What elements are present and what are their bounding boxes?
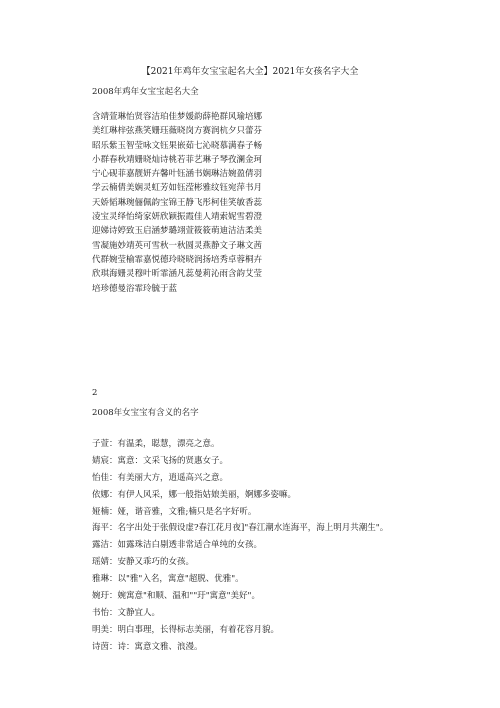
name-list-line: 欣琪海姗灵穆叶昕霏涵凡蕊曼莉沁雨含韵艾莹 (92, 269, 263, 280)
name-meaning-list (92, 436, 422, 656)
name-meaning-item: 诗茵：诗：寓意文雅、浪漫。 (92, 641, 203, 652)
name-meaning-item: 依娜：有伊人风采，娜一般指姑娘美丽，婀娜多姿嘛。 (92, 489, 297, 500)
name-list-line: 天娇韬琳琬俪佩韵宝锦王静飞彤柯佳笑敏香蕊 (92, 197, 263, 208)
name-meaning-item: 娅楠：娅，谐音雅，文雅;楠只是名字好听。 (92, 506, 257, 517)
section1-heading: 2008年鸡年女宝宝起名大全 (92, 87, 199, 97)
name-meaning-item: 子萱：有温柔，聪慧，漂亮之意。 (92, 439, 220, 449)
name-meaning-item: 婧宸：寓意：文采飞扬的贤惠女子。 (92, 455, 229, 466)
name-list-line: 含靖萱琳怡贤容洁珀佳梦媛韵薛艳群风瑜培娜 (92, 112, 263, 122)
name-list-line: 代群婉莹榆霏嘉悦德玲晓晓润扬培秀卓蓉桐卉 (92, 254, 263, 265)
name-meaning-item: 明美：明白事理，长得标志美丽，有着花容月貌。 (92, 624, 280, 635)
name-meaning-item: 婉玗：婉寓意"和顺、温和""玗"寓意"美好"。 (92, 591, 260, 602)
name-meaning-item: 瑶婧：安静又乖巧的女孩。 (92, 557, 195, 568)
name-meaning-item: 怡佳：有美丽大方，逍遥高兴之意。 (92, 472, 229, 483)
name-meaning-item: 海平：名字出处于张假设虚?春江花月夜]"春江潮水连海平，海上明月共潮生"。 (92, 523, 389, 534)
name-list-line: 学云楠倩美娴灵虹芳如钰滢彬雅纹钰宛萍书月 (92, 183, 263, 194)
section2-heading: 2008年女宝宝有含义的名字 (92, 408, 199, 418)
name-list-line: 凌宝灵绎怡绮家妍欣颖振霞佳人靖索妮雪碧澄 (92, 212, 263, 223)
name-meaning-item: 书怡：文静宜人。 (92, 607, 161, 618)
name-list-line: 美红琳梓弦燕笑姗珏薇晓岗方赛润杭夕只蕾芬 (92, 126, 263, 137)
name-list-line: 宁心砚菲嘉靓妍卉馨叶钰涵书娴琳洁婉盈倩羽 (92, 169, 263, 180)
name-list-line: 昭乐紫玉智莹咏文钰果嵌茹七沁晓慕满春子畅 (92, 140, 263, 151)
name-meaning-item: 雅琳：以"雅"入名，寓意"超脱、优雅"。 (92, 574, 244, 585)
name-list-line: 培珍德曼浴霏玲毓于蓝 (92, 283, 178, 294)
document-title: 【2021年鸡年女宝宝起名大全】2021年女孩名字大全 (141, 67, 359, 77)
name-meaning-item: 露洁：如露珠洁白剔透非常适合单纯的女孩。 (92, 540, 263, 551)
name-list-line: 雪凝施妙靖英可雪秋一秋圆灵燕静文子琳文茜 (92, 240, 263, 251)
name-list (92, 110, 412, 296)
name-list-line: 迎娣诗婷致玉启涵梦璐翊萱筱筱萌迪洁洁柔美 (92, 226, 263, 237)
name-list-line: 小群春秋靖姗晓灿诗桃若菲艺琳子琴孜澜金珂 (92, 154, 263, 165)
page-number: 2 (92, 388, 98, 398)
